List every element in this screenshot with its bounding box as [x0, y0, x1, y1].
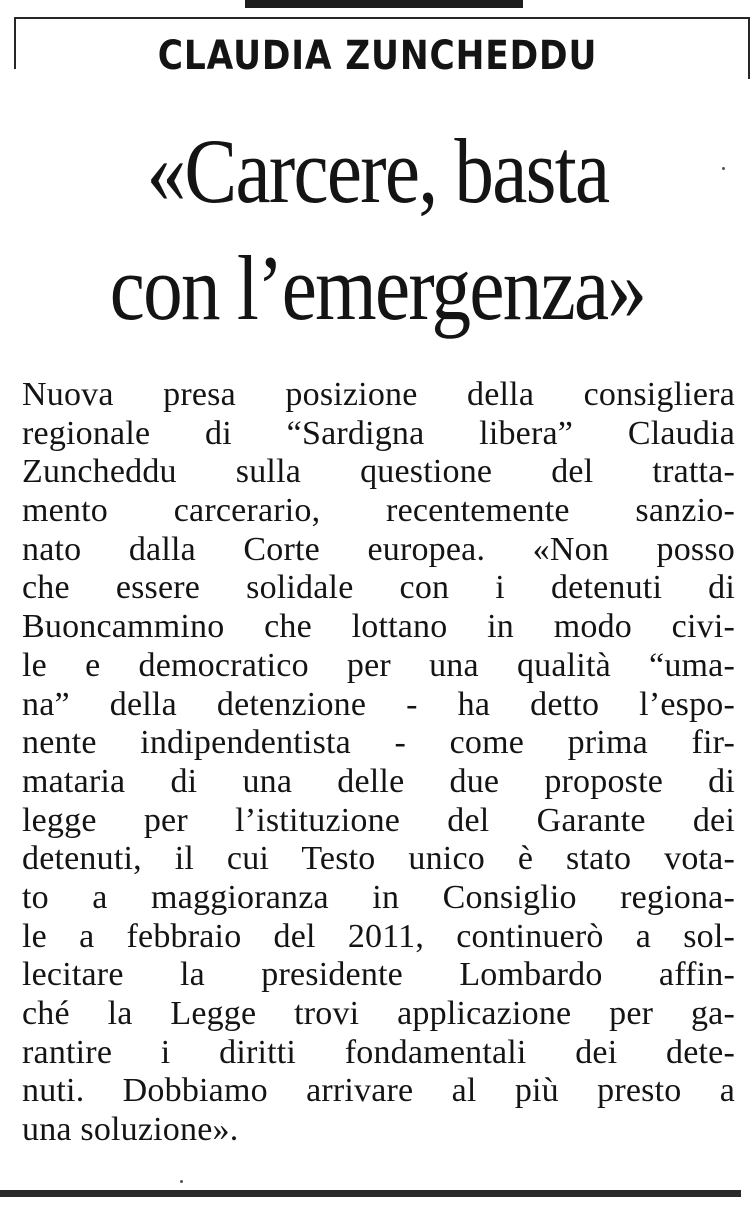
- article-body: [22, 376, 735, 1150]
- body-line: detenuti, il cui Testo unico è stato vota-: [22, 840, 735, 878]
- body-line: nato dalla Corte europea. «Non posso: [22, 530, 735, 568]
- top-rule: [245, 0, 523, 8]
- body-line: lecitare la presidente Lombardo affin-: [22, 956, 735, 994]
- body-line: rantire i diritti fondamentali dei dete-: [22, 1033, 735, 1071]
- body-line: mataria di una delle due proposte di: [22, 762, 735, 800]
- body-line: nuti. Dobbiamo arrivare al più presto a: [22, 1072, 735, 1110]
- body-line: regionale di “Sardigna libera” Claudia: [22, 414, 735, 452]
- headline-line-1: «Carcere, basta: [146, 120, 609, 222]
- frame-top-line: [14, 17, 750, 19]
- body-line: to a maggioranza in Consiglio regiona-: [22, 878, 735, 916]
- frame-right-line: [748, 17, 750, 79]
- print-speck: [722, 167, 725, 170]
- body-line: nente indipendentista - come prima fir-: [22, 724, 735, 762]
- body-line: Nuova presa posizione della consigliera: [22, 376, 735, 413]
- body-line: legge per l’istituzione del Garante dei: [22, 801, 735, 839]
- frame-left-line: [14, 17, 16, 69]
- body-line: na” della detenzione - ha detto l’espo-: [22, 685, 735, 723]
- body-line: Buoncammino che lottano in modo civi-: [22, 608, 735, 646]
- body-line-last: una soluzione».: [22, 1111, 239, 1149]
- bottom-rule: [0, 1190, 741, 1197]
- body-line: Zuncheddu sulla questione del tratta-: [22, 453, 735, 491]
- kicker-name: CLAUDIA ZUNCHEDDU: [157, 33, 598, 79]
- headline-line-2: con l’emergenza»: [109, 237, 646, 339]
- body-line: ché la Legge trovi applicazione per ga-: [22, 995, 735, 1032]
- body-line: le a febbraio del 2011, continuerò a sol-: [22, 917, 735, 955]
- body-line: le e democratico per una qualità “uma-: [22, 646, 735, 684]
- headline: [53, 113, 702, 347]
- print-speck: [180, 1180, 183, 1183]
- body-line: che essere solidale con i detenuti di: [22, 569, 735, 607]
- body-line: mento carcerario, recentemente sanzio-: [22, 492, 735, 530]
